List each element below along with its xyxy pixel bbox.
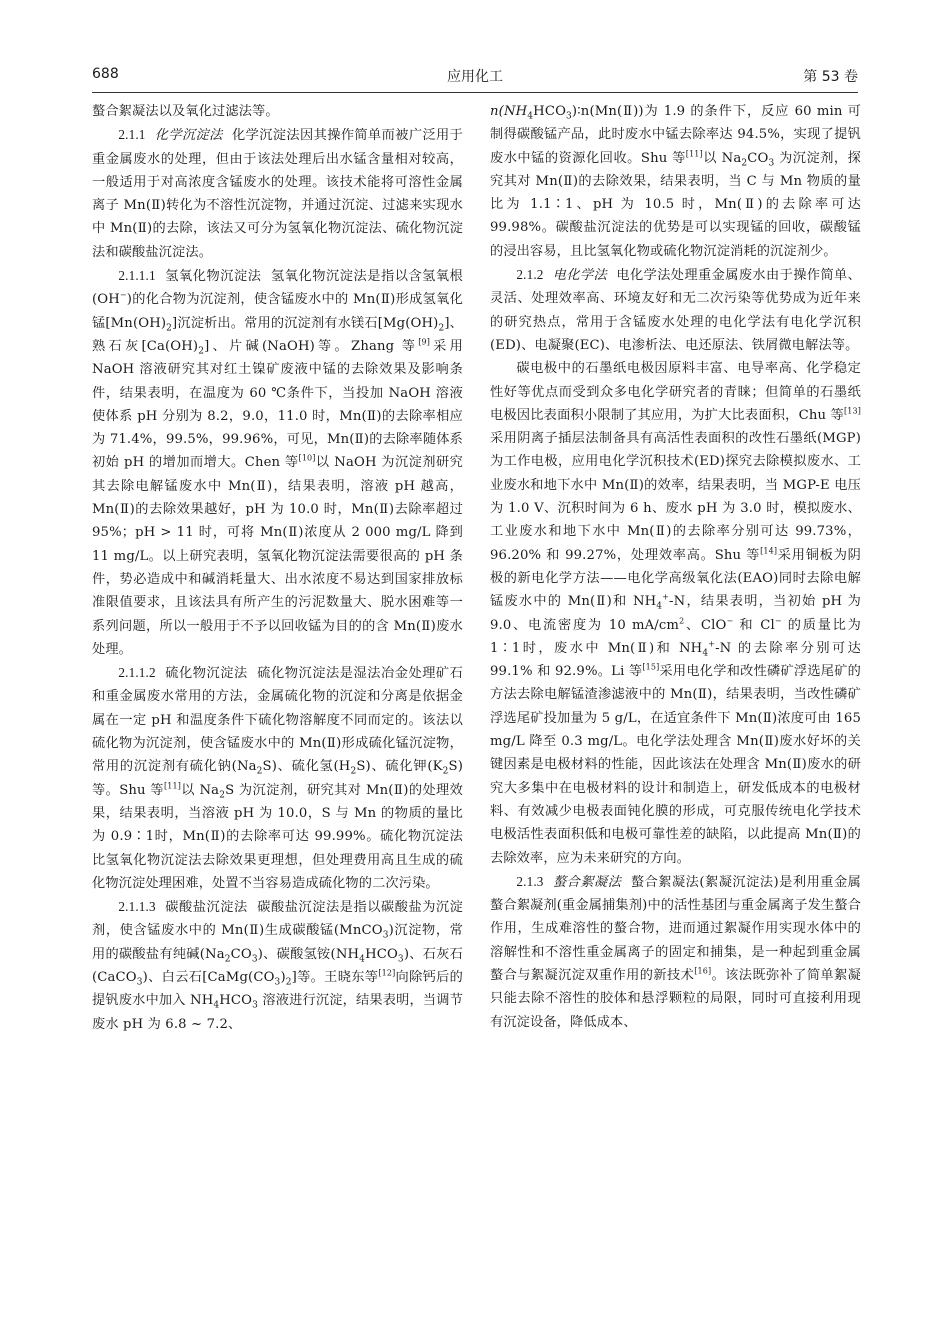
- text: CO: [747, 150, 769, 166]
- sub: 2: [219, 790, 226, 801]
- text: 向除钙后的提钒废水中加入 NH: [92, 969, 463, 1009]
- text: )、白云石[CaMg(CO: [142, 969, 275, 985]
- journal-title: 应用化工: [447, 69, 503, 85]
- citation-11[interactable]: [11]: [685, 149, 703, 159]
- text: 螯合絮凝法(絮凝沉淀法)是利用重金属螯合絮凝剂(重金属捕集剂)中的活性基团与重金属离子发生螯合作用，生成难溶性的螯合物，进而通过絮凝作用实现水体中的溶解性和不溶性重金属离子的固定和捕集，是一种起到重金属螯合与絮凝沉淀双重作用的新技术: [490, 874, 861, 983]
- text: S 为沉淀剂，研究其对 Mn(Ⅱ)的处理效果，结果表明，当溶液 pH 为 10.0，S 与 Mn 的物质的量比为 0.9∶1时，Mn(Ⅱ)的去除率可达 99.99%。硫化物沉淀法比氢氧化物沉淀法去除效果更理想，但处理费用高且生成的硫化物沉淀处理困难，处置不当容易造成硫化物的二次污染。: [92, 782, 463, 891]
- text: -N 的去除率分别可达 99.1% 和 92.9%。Li 等: [490, 640, 861, 680]
- text: 、ClO: [684, 617, 727, 633]
- section-2-1-3: [490, 870, 861, 1034]
- sub: 3: [397, 954, 404, 965]
- text: )、石灰石(CaCO: [92, 946, 463, 985]
- section-number: 2.1.1.1: [118, 268, 156, 284]
- text: HCO: [533, 104, 567, 119]
- sub: 3: [252, 1000, 258, 1011]
- section-title: 氢氧化物沉淀法: [165, 269, 262, 285]
- sub: 3: [251, 954, 258, 965]
- text: )、碳酸氢铵(NH: [257, 946, 360, 962]
- volume-label: 第 53 卷: [803, 69, 858, 85]
- section-2-1-1-2: [92, 661, 463, 895]
- section-title: 碳酸盐沉淀法: [165, 900, 248, 916]
- section-title: 电化学法: [552, 268, 608, 284]
- text: 溶液进行沉淀，结果表明，当调节废水 pH 为 6.8 ~ 7.2、: [92, 993, 463, 1032]
- text: 以 NaOH 为沉淀剂研究其去除电解锰废水中 Mn(Ⅱ)，结果表明，溶液 pH 越高，Mn(Ⅱ)的去除效果越好，pH 为 10.0 时，Mn(Ⅱ)去除率超过 95%；pH > 11 时，可将 Mn(Ⅱ)浓度从 2 000 mg/L 降到 11 mg/L。以上研究表明，氢氧化物沉淀法需要很高的 pH 条件，势必造成中和碱消耗量大、出水浓度不易达到国家排放标准限值要求，且该法具有所产生的污泥数量大、脱水困难等一系列问题，所以一般用于不予以回收锰为目的的含 Mn(Ⅱ)废水处理。: [92, 455, 463, 657]
- sub: 2: [285, 977, 292, 988]
- sub: 2: [166, 323, 173, 334]
- text: HCO: [219, 993, 253, 1009]
- text: 采用铜板为阴极的新电化学方法——电化学高级氧化法(EAO)同时去除电解锰废水中的 Mn(Ⅱ)和 NH: [490, 547, 861, 610]
- citation-12[interactable]: [12]: [378, 968, 396, 978]
- citation-11[interactable]: [11]: [163, 781, 181, 791]
- section-title: 螯合絮凝法: [552, 874, 622, 890]
- section-2-1-1-3: [92, 895, 463, 1036]
- section-2-1-2: [490, 263, 861, 357]
- citation-13[interactable]: [13]: [843, 406, 861, 416]
- citation-9[interactable]: [9]: [418, 337, 431, 347]
- sub: 3: [382, 931, 389, 942]
- text: 的质量比为 1∶1时，废水中 Mn(Ⅱ)和 NH: [490, 617, 861, 656]
- text: 以 Na: [180, 782, 220, 798]
- section-number: 2.1.1.2: [118, 665, 156, 681]
- text: 采用阴离子插层法制备具有高活性表面积的改性石墨纸(MGP)为工作电极，应用电化学沉积技术(ED)探究去除模拟废水、工业废水和地下水中 Mn(Ⅱ)的效率，结果表明，当 MGP-E 电压为 1.0 V、沉积时间为 6 h、废水 pH 为 3.0 时，模拟废水、工业废水和地下水中 Mn(Ⅱ)的去除率分别可达 99.73%，96.20% 和 99.27%，处理效率高。Shu 等: [490, 431, 861, 563]
- section-number: 2.1.1.3: [118, 899, 156, 915]
- section-number: 2.1.1: [118, 127, 146, 143]
- text: 氢氧化物沉淀法是指以含氢氧根(OH: [92, 269, 463, 308]
- right-column: [490, 100, 861, 1325]
- sub: 4: [359, 954, 366, 965]
- continuation-paragraph: [490, 100, 861, 263]
- text: CO: [230, 946, 252, 962]
- citation-15[interactable]: [15]: [642, 662, 660, 672]
- text: ): [280, 969, 286, 985]
- text: 和 Cl: [733, 617, 775, 633]
- text: 碳酸盐沉淀法是指以碳酸盐为沉淀剂，使含锰废水中的 Mn(Ⅱ)生成碳酸锰(MnCO: [92, 900, 463, 939]
- section-2-1-1-1: [92, 264, 463, 661]
- citation-16[interactable]: [16]: [694, 966, 712, 976]
- sub: 4: [656, 601, 663, 612]
- sub: 2: [224, 954, 231, 965]
- text: ]、熟石灰[Ca(OH): [92, 315, 463, 354]
- graphite-electrode-paragraph: [490, 357, 861, 870]
- citation-10[interactable]: [10]: [298, 454, 316, 464]
- text: ]等。王晓东等: [291, 969, 379, 985]
- sub: 2: [256, 766, 263, 777]
- text: S)、硫化钾(K: [356, 759, 443, 775]
- section-2-1-1: [92, 123, 463, 264]
- text: )∶n(Mn(Ⅱ))为 1.9 的条件下，反应 60 min 可制得碳酸锰产品，此时废水中锰去除率达 94.5%，实现了提钒废水中锰的资源化回收。Shu 等: [490, 104, 861, 166]
- sub: 4: [213, 1000, 220, 1011]
- page-number: 688: [92, 66, 119, 82]
- sub: 2: [741, 158, 748, 169]
- section-text: 电化学法处理重金属废水由于操作简单、灵活、处理效率高、环境友好和无二次污染等优势成为近年来的研究热点，常用于含锰废水处理的电化学法有电化学沉积(ED)、电凝聚(EC)、电渗析法、电还原法、铁屑微电解法等。: [490, 268, 861, 353]
- text: 以 Na: [702, 150, 742, 166]
- text: 为沉淀剂，探究其对 Mn(Ⅱ)的去除效果，结果表明，当 C 与 Mn 物质的量比为 1.1∶1、pH 为 10.5 时，Mn(Ⅱ)的去除率可达 99.98%。碳酸盐沉淀法的优势是可以实现锰的回收，碳酸锰的浸出容易，且比氢氧化物或硫化物沉淀消耗的沉淀剂少。: [490, 150, 861, 259]
- text: 。该法既弥补了简单絮凝只能去除不溶性的胶体和悬浮颗粒的局限，同时可直接利用现有沉淀设备，降低成本、: [490, 967, 861, 1030]
- sub: 2: [198, 346, 205, 357]
- text: S)、硫化氢(H: [262, 759, 351, 775]
- sup: +: [708, 639, 716, 649]
- sub: 4: [702, 648, 709, 659]
- sub: 2: [442, 766, 449, 777]
- sub: 3: [768, 158, 775, 169]
- sub: 2: [438, 323, 445, 334]
- section-number: 2.1.2: [516, 267, 544, 283]
- text: 采用电化学和改性磷矿浮选尾矿的方法去除电解锰渣渗滤液中的 Mn(Ⅱ)，结果表明，当改性磷矿浮选尾矿投加量为 5 g/L，在适宜条件下 Mn(Ⅱ)浓度可由 165 mg/L 降至 0.3 mg/L。电化学法处理含 Mn(Ⅱ)废水好坏的关键因素是电极材料的性能，因此该法在处理含 Mn(Ⅱ)废水的研究大多集中在电极材料的设计和制造上，研发低成本的电极材料、有效减少电极表面钝化膜的形成，可克服传统电化学技术电极活性表面积低和电极可靠性差的缺陷，以此提高 Mn(Ⅱ)的去除效率，应为未来研究的方向。: [490, 664, 861, 866]
- section-title: 化学沉淀法: [154, 128, 223, 144]
- text: ]沉淀析出。常用的沉淀剂有水镁石[Mg(OH): [172, 315, 439, 331]
- text: )沉淀物，常用的碳酸盐有纯碱(Na: [92, 923, 463, 962]
- intro-line: 螯合絮凝法以及氧化过滤法等。: [92, 104, 279, 119]
- section-text: 化学沉淀法因其操作简单而被广泛用于重金属废水的处理，但由于该法处理后出水锰含量相对较高，一般适用于对高浓度含锰废水的处理。该技术能将可溶性金属离子 Mn(Ⅱ)转化为不溶性沉淀物，并通过沉淀、过滤来实现水中 Mn(Ⅱ)的去除，该法又可分为氢氧化物沉淀法、硫化物沉淀法和碳酸盐沉淀法。: [92, 128, 463, 260]
- sup: −: [119, 290, 127, 300]
- text: S)等。Shu 等: [92, 759, 463, 798]
- sup: +: [662, 592, 670, 602]
- text: 采用 NaOH 溶液研究其对红土镍矿废液中锰的去除效果及影响条件，结果表明，在温度为 60 ℃条件下，当投加 NaOH 溶液使体系 pH 分别为 8.2，9.0，11.0 时，Mn(Ⅱ)的去除率相应为 71.4%，99.5%，99.96%，可见，Mn(Ⅱ)的去除率随体系初始 pH 的增加而增大。Chen 等: [92, 338, 463, 471]
- sup: −: [774, 616, 782, 626]
- text: )的化合物为沉淀剂，使含锰废水中的 Mn(Ⅱ)形成氢氧化锰[Mn(OH): [92, 292, 463, 331]
- page-header: [92, 62, 858, 93]
- sub: 3: [274, 977, 281, 988]
- text: 碳电极中的石墨纸电极因原料丰富、电导率高、化学稳定性好等优点而受到众多电化学研究者的青睐；但简单的石墨纸电极因比表面积小限制了其应用，为扩大比表面积，Chu 等: [490, 361, 861, 423]
- sub: 3: [136, 977, 143, 988]
- citation-14[interactable]: [14]: [760, 546, 778, 556]
- sub: 4: [527, 111, 534, 122]
- sub: 3: [566, 111, 572, 122]
- sup: −: [726, 616, 734, 626]
- section-title: 硫化物沉淀法: [165, 666, 248, 682]
- text: HCO: [365, 946, 398, 962]
- sup: 2: [679, 616, 685, 626]
- text: 硫化物沉淀法是湿法冶金处理矿石和重金属废水常用的方法，金属硫化物的沉淀和分离是依据金属在一定 pH 和温度条件下硫化物溶解度不同而定的。该法以硫化物为沉淀剂，使含锰废水中的 Mn(Ⅱ)形成硫化锰沉淀物，常用的沉淀剂有硫化钠(Na: [92, 666, 463, 775]
- text: -N，结果表明，当初始 pH 为 9.0、电流密度为 10 mA/cm: [490, 594, 861, 633]
- section-number: 2.1.3: [516, 873, 544, 889]
- left-column: [92, 100, 463, 1325]
- text: n(NH: [490, 104, 528, 119]
- sub: 2: [350, 766, 357, 777]
- text: ]、片碱(NaOH)等。Zhang 等: [204, 338, 419, 354]
